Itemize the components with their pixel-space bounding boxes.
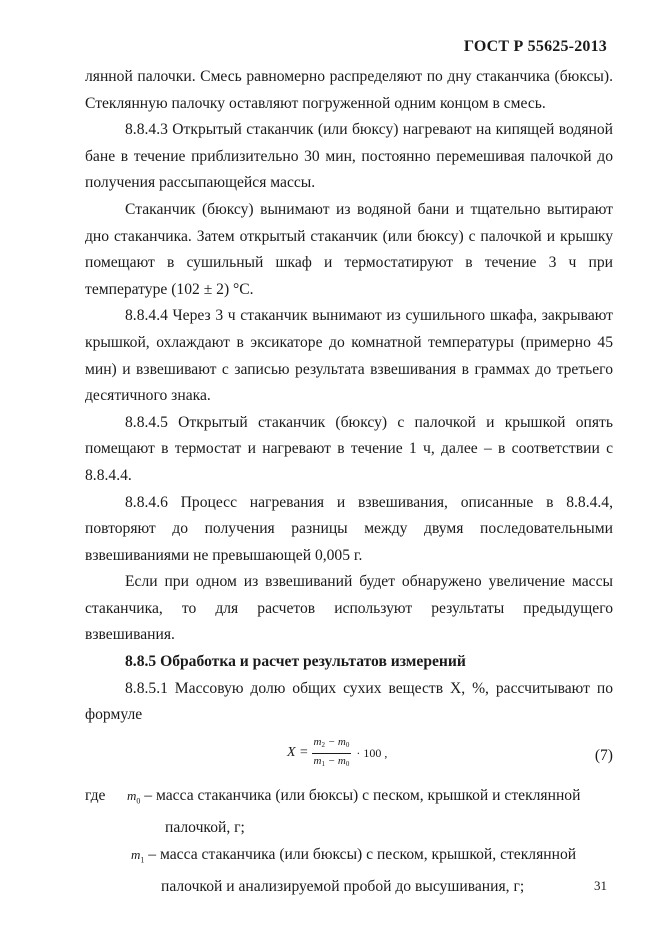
document-id-header: ГОСТ Р 55625-2013 (463, 38, 607, 55)
formula-rest: · 100 , (356, 746, 388, 761)
paragraph: Стаканчик (бюксу) вынимают из водяной бани и тщательно вытирают дно стаканчика. Затем открытый стаканчик (или бюксу) с палочкой и крышку помещают в сушильный шкаф и термостатируют в течение 3 ч при температуре (102 ± 2) °С. (85, 200, 613, 298)
where-label: где (85, 786, 106, 804)
formula-lhs: X = (287, 745, 309, 761)
formula-intro: 8.8.5.1 Массовую долю общих сухих веществ X, %, рассчитывают по формуле (85, 679, 613, 724)
body-text (85, 64, 613, 900)
formula-numerator: $m_2 - m_0$ (312, 735, 352, 754)
formula-denominator: $m_1 - m_0$ (313, 754, 350, 768)
definition-m1: $m_1$ – масса стаканчика (или бюксы) с песком, крышкой, стеклянной палочкой и анализируемой пробой до высушивания, г; (131, 845, 577, 895)
definition-m0: где $m_0$ – масса стаканчика (или бюксы) с песком, крышкой и стеклянной палочкой, г; (85, 783, 613, 842)
page-number: 31 (594, 878, 607, 893)
paragraph: 8.8.4.3 Открытый стаканчик (или бюксу) нагревают на кипящей водяной бане в течение приблизительно 30 мин, постоянно перемешивая палочкой до получения рассыпающейся массы. (85, 121, 613, 192)
equation-number: (7) (594, 746, 613, 764)
formula-row (85, 729, 613, 783)
paragraph: Если при одном из взвешиваний будет обнаружено увеличение массы стаканчика, то для расчетов используют результаты предыдущего взвешивания. (85, 573, 613, 644)
formula-fraction (312, 735, 352, 772)
paragraph: 8.8.4.6 Процесс нагревания и взвешивания, описанные в 8.8.4.4, повторяют до получения разницы между двумя последовательными взвешиваниями не превышающей 0,005 г. (85, 493, 613, 564)
where-block (85, 783, 613, 901)
paragraph: лянной палочки. Смесь равномерно распределяют по дну стаканчика (бюксы). Стеклянную палочку оставляют погруженной одним концом в смесь. (85, 68, 613, 112)
paragraph: 8.8.4.5 Открытый стаканчик (бюксу) с палочкой и крышкой опять помещают в термостат и нагревают в течение 1 ч, далее – в соответствии с 8.8.4.4. (85, 413, 613, 484)
paragraph: 8.8.4.4 Через 3 ч стаканчик вынимают из сушильного шкафа, закрывают крышкой, охлаждают в эксикаторе до комнатной температуры (примерно 45 мин) и взвешивают с записью результата взвешивания в граммах до третьего десятичного знака. (85, 307, 613, 405)
formula (287, 735, 387, 772)
section-heading: 8.8.5 Обработка и расчет результатов измерений (125, 653, 466, 671)
